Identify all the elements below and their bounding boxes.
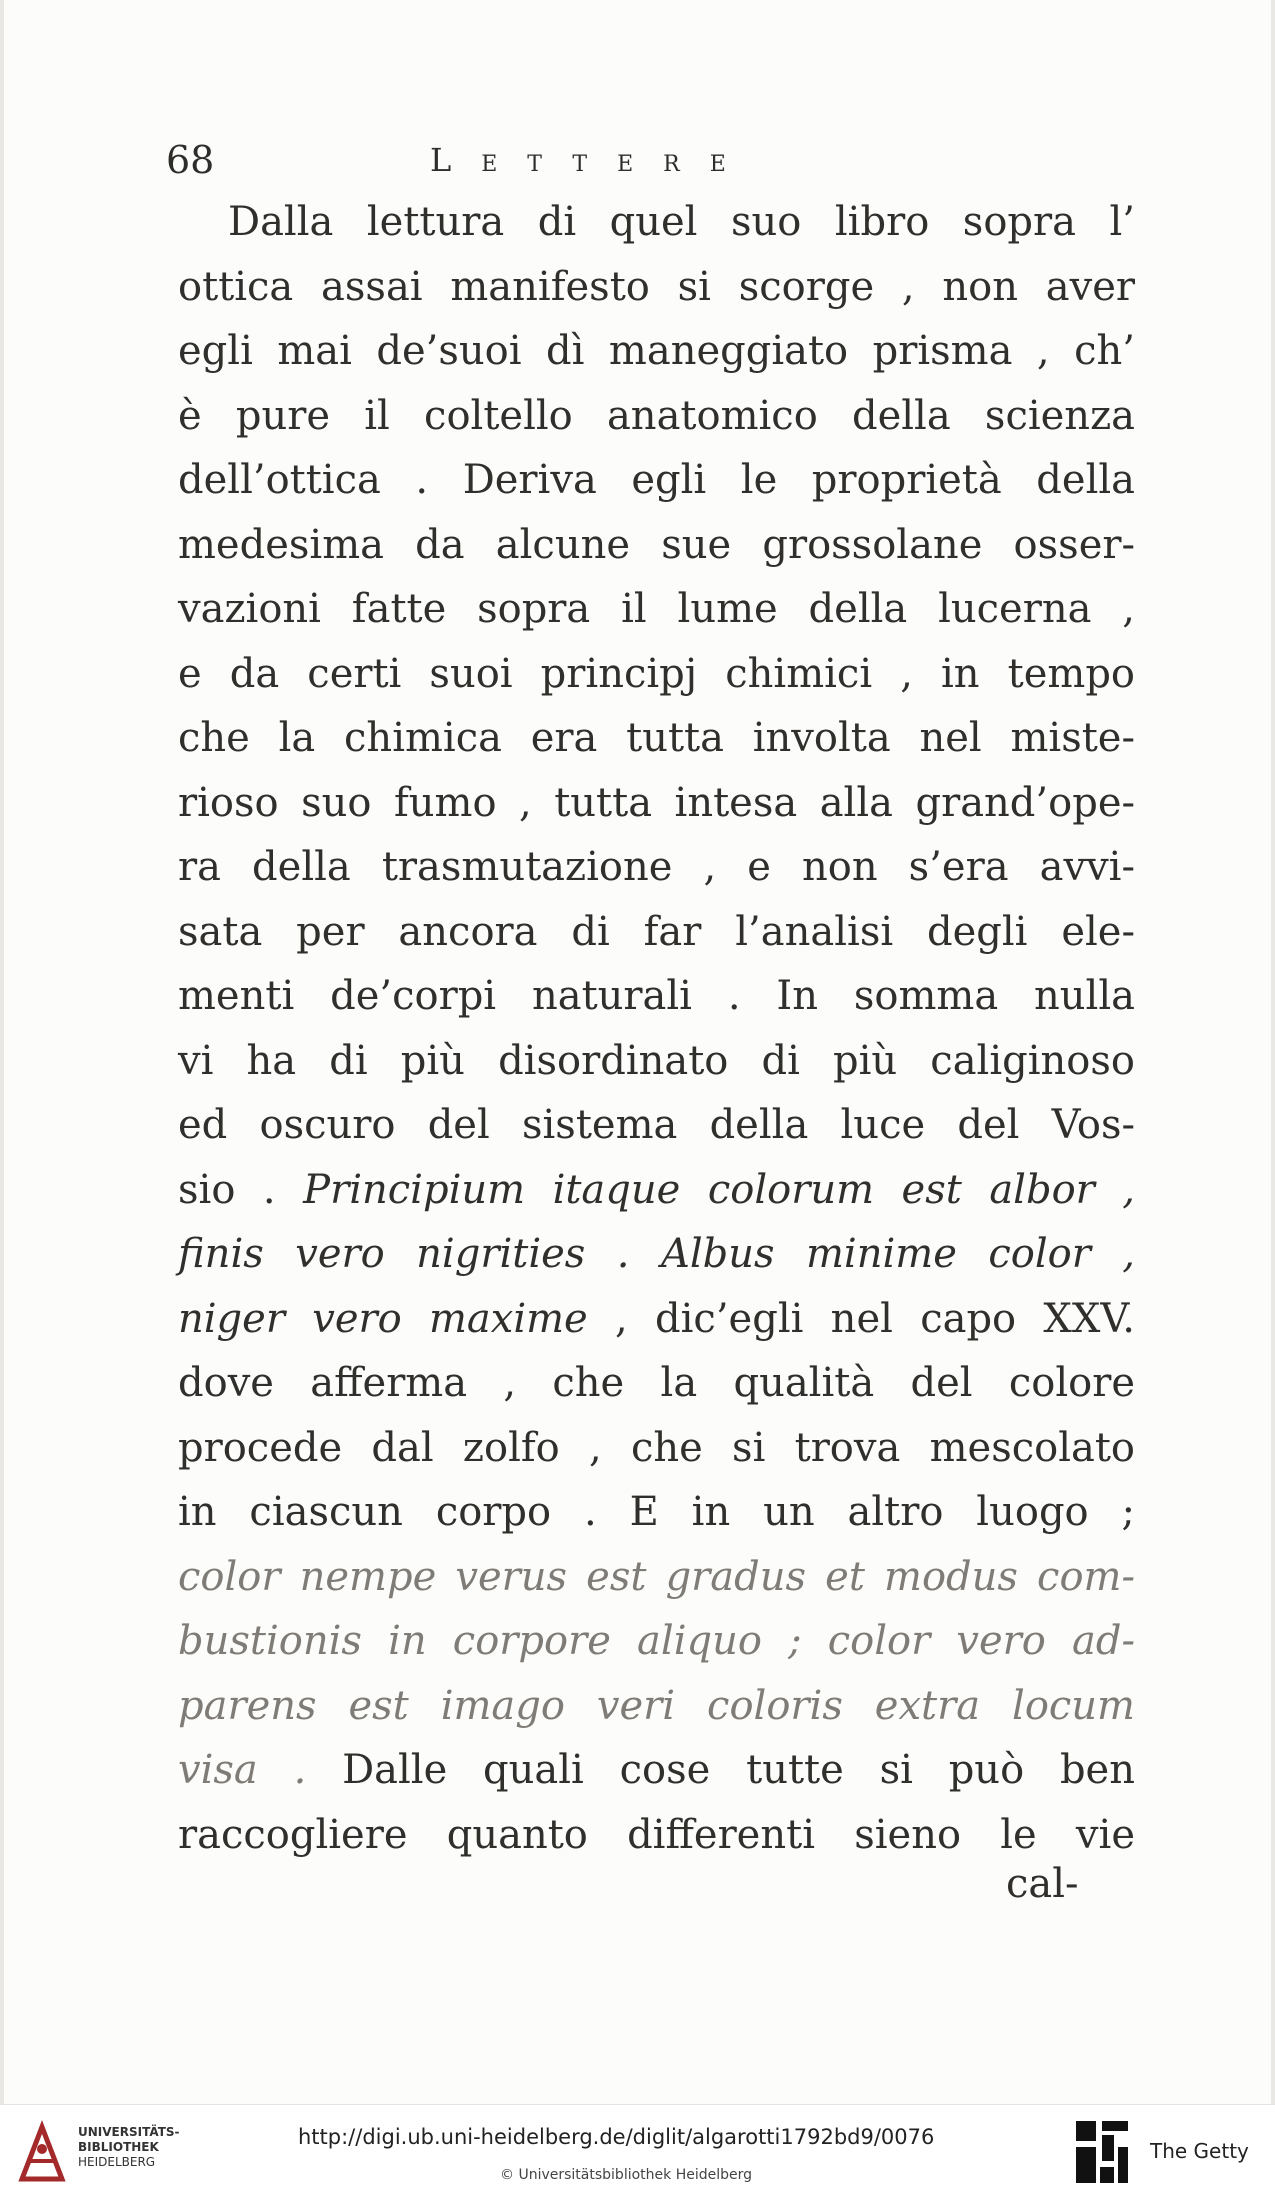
text-line — [178, 1416, 1135, 1481]
running-head — [166, 132, 1106, 192]
permalink-url[interactable]: http://digi.ub.uni-heidelberg.de/diglit/algarotti1792bd9/0076 — [298, 2125, 935, 2149]
copyright-notice: © Universitätsbibliothek Heidelberg — [500, 2167, 753, 2183]
library-name-line: BIBLIOTHEK — [78, 2140, 159, 2154]
text-span: raccogliere quanto differenti sieno le vie — [178, 1811, 1135, 1858]
text-span: menti de’corpi naturali . In somma nulla — [178, 973, 1135, 1019]
text-span: che la chimica era tutta involta nel miste- — [178, 715, 1135, 761]
text-block — [178, 190, 1135, 1867]
text-span: è pure il coltello anatomico della scienza — [178, 392, 1135, 439]
text-span: ra della trasmutazione , e non s’era avvi- — [178, 844, 1135, 890]
latin-quote: niger vero maxime — [178, 1295, 588, 1342]
text-span: e da certi suoi principj chimici , in tempo — [178, 650, 1135, 697]
text-line — [178, 1674, 1135, 1739]
text-span: in ciascun corpo . E in un altro luogo ; — [178, 1489, 1135, 1535]
text-span: ed oscuro del sistema della luce del Vos- — [178, 1102, 1135, 1148]
text-line — [178, 1738, 1135, 1803]
text-line — [178, 577, 1135, 642]
text-line — [178, 1609, 1135, 1674]
text-line — [178, 642, 1135, 707]
text-line — [178, 1029, 1135, 1094]
text-span: medesima da alcune sue grossolane osser- — [178, 521, 1135, 568]
latin-quote: parens est imago veri coloris extra locum — [178, 1682, 1135, 1729]
text-line — [178, 513, 1135, 578]
running-title: Lettere — [430, 141, 756, 179]
text-line — [178, 319, 1135, 384]
latin-quote: visa . — [178, 1747, 343, 1793]
text-span: sata per ancora di far l’analisi degli ele- — [178, 908, 1135, 955]
text-span: vazioni fatte sopra il lume della lucerna , — [178, 586, 1135, 632]
text-span: dove afferma , che la qualità del colore — [178, 1360, 1135, 1406]
library-name-line: UNIVERSITÄTS- — [78, 2125, 180, 2139]
text-span: egli mai de’suoi dì maneggiato prisma , ch’ — [178, 328, 1135, 374]
text-line — [178, 771, 1135, 836]
text-line — [178, 835, 1135, 900]
page-number: 68 — [166, 138, 215, 182]
text-line — [178, 1545, 1135, 1610]
getty-logo-icon — [1072, 2117, 1132, 2187]
footer-bar — [0, 2104, 1275, 2201]
page-edge-left — [0, 0, 4, 2104]
text-line — [178, 1351, 1135, 1416]
latin-quote: color nempe verus est gradus et modus com- — [178, 1553, 1135, 1600]
text-line — [178, 1222, 1135, 1287]
text-span: , dic’egli nel capo XXV. — [587, 1295, 1135, 1342]
text-line — [178, 1287, 1135, 1352]
latin-quote: finis vero nigrities . Albus minime color , — [178, 1231, 1135, 1277]
text-line — [178, 1093, 1135, 1158]
text-span: Dalla lettura di quel suo libro sopra l’ — [228, 199, 1135, 245]
page-edge-right — [1271, 0, 1275, 2104]
library-name-line: HEIDELBERG — [78, 2155, 156, 2169]
library-name — [78, 2125, 180, 2170]
text-line — [178, 448, 1135, 513]
text-span: sio . — [178, 1166, 304, 1213]
text-span: ottica assai manifesto si scorge , non aver — [178, 263, 1135, 310]
heidelberg-library-logo-icon — [14, 2119, 70, 2187]
catchword: cal- — [1006, 1861, 1079, 1907]
text-span: Dalle quali cose tutte si può ben — [342, 1747, 1135, 1793]
text-line — [178, 1480, 1135, 1545]
text-span: procede dal zolfo , che si trova mescolato — [178, 1424, 1135, 1471]
text-line — [178, 1803, 1135, 1868]
text-span: vi ha di più disordinato di più caliginoso — [178, 1037, 1135, 1084]
text-line — [178, 1158, 1135, 1223]
text-line — [178, 384, 1135, 449]
text-line — [178, 964, 1135, 1029]
latin-quote: Principium itaque colorum est albor , — [303, 1166, 1136, 1213]
latin-quote: bustionis in corpore aliquo ; color vero ad- — [178, 1618, 1135, 1664]
text-span: rioso suo fumo , tutta intesa alla grand’ope- — [178, 779, 1135, 826]
getty-label: The Getty — [1150, 2139, 1249, 2163]
text-line — [178, 190, 1135, 255]
text-line — [178, 706, 1135, 771]
text-line — [178, 255, 1135, 320]
text-line — [178, 900, 1135, 965]
text-span: dell’ottica . Deriva egli le proprietà della — [178, 457, 1135, 503]
